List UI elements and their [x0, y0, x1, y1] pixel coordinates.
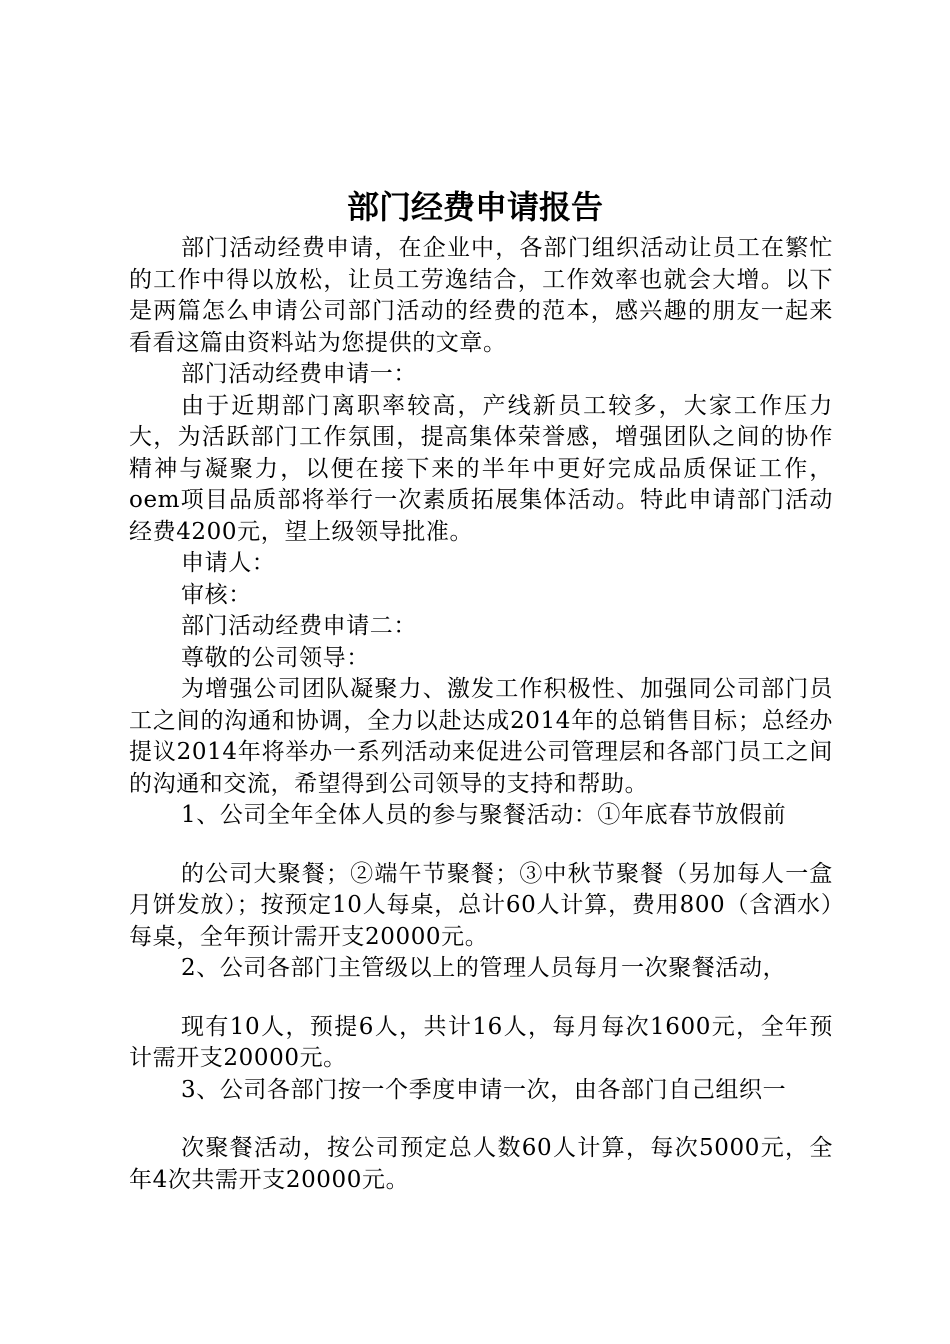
- item-one-continued: 的公司大聚餐；②端午节聚餐；③中秋节聚餐（另加每人一盒月饼发放）；按预定10人每桌，总计60人计算，费用800（含酒水）每桌，全年预计需开支20000元。: [129, 860, 833, 950]
- item-two-start: 2、公司各部门主管级以上的管理人员每月一次聚餐活动，: [181, 955, 787, 981]
- item-two-continued: 现有10人，预提6人，共计16人，每月每次1600元，全年预计需开支20000元。: [129, 1013, 833, 1071]
- item-one-start: 1、公司全年全体人员的参与聚餐活动：①年底春节放假前: [181, 802, 787, 828]
- document-title: 部门经费申请报告: [346, 188, 603, 226]
- item-three-start: 3、公司各部门按一个季度申请一次，由各部门自己组织一: [181, 1076, 787, 1103]
- section-one-body: 由于近期部门离职率较高，产线新员工较多，大家工作压力大，为活跃部门工作氛围，提高集体荣誉感，增强团队之间的协作精神与凝聚力，以便在接下来的半年中更好完成品质保证工作，oem项目品质部将举行一次素质拓展集体活动。特此申请部门活动经费4200元，望上级领导批准。: [129, 392, 833, 545]
- applicant-label: 申请人：: [181, 550, 276, 576]
- section-two-body: 为增强公司团队凝聚力、激发工作积极性、加强同公司部门员工之间的沟通和协调，全力以赴达成2014年的总销售目标；总经办提议2014年将举办一系列活动来促进公司管理层和各部门员工之间的沟通和交流，希望得到公司领导的支持和帮助。: [129, 676, 833, 797]
- salutation: 尊敬的公司领导：: [181, 644, 370, 671]
- section-two-heading: 部门活动经费申请二：: [181, 613, 417, 639]
- document-body: [129, 233, 833, 1196]
- intro-paragraph: 部门活动经费申请，在企业中，各部门组织活动让员工在繁忙的工作中得以放松，让员工劳逸结合，工作效率也就会大增。以下是两篇怎么申请公司部门活动的经费的范本，感兴趣的朋友一起来看看这篇由资料站为您提供的文章。: [129, 235, 833, 356]
- section-one-heading: 部门活动经费申请一：: [181, 361, 417, 387]
- review-label: 审核：: [181, 581, 252, 608]
- item-three-continued: 次聚餐活动，按公司预定总人数60人计算，每次5000元，全年4次共需开支20000元。: [129, 1135, 833, 1193]
